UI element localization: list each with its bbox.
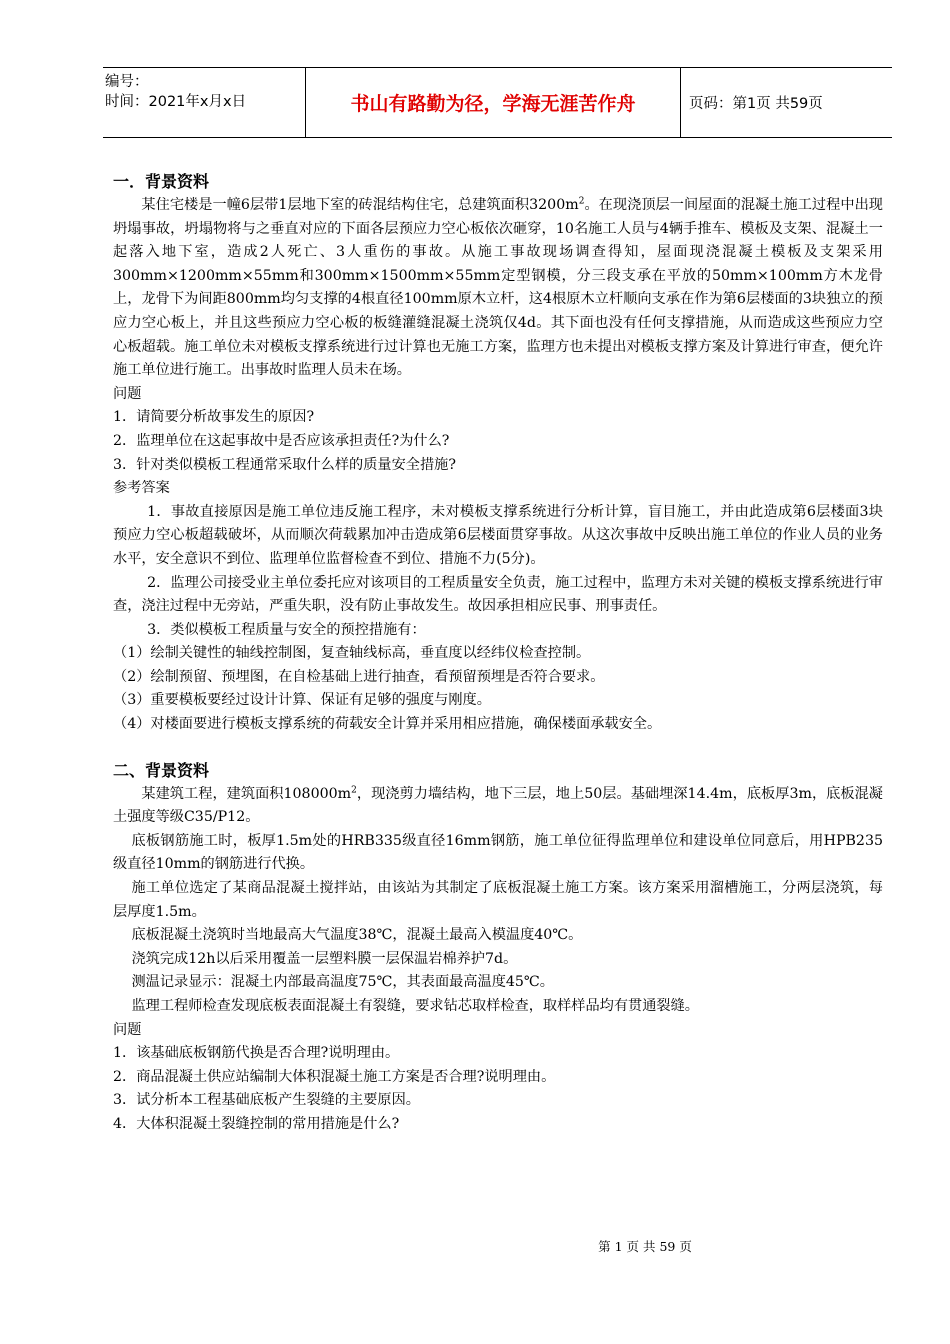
- section2-paragraph: 底板混凝土浇筑时当地最高大气温度38℃，混凝土最高入模温度40℃。: [131, 927, 583, 944]
- superscript: 2: [351, 784, 357, 795]
- document-body: [113, 170, 883, 1137]
- header-motto: 书山有路勤为径，学海无涯苦作舟: [306, 68, 681, 137]
- text-run: 。在现浇顶层一间屋面的混凝土施工过程中出现坍塌事故，坍塌物将与之垂直对应的下面各层预应力空心板依次砸穿，10名施工人员与4辆手推车、模板及支架、混凝土一起落入地下室，造成2人死亡、3人重伤的事故。从施工事故现场调查得知，屋面现浇混凝土模板及支架采用300mm×1200mm×55mm和300mm×1500mm×55mm定型钢模，分三段支承在平放的50mm×100mm方木龙骨上，龙骨下为间距800mm均匀支撑的4根直径100mm原木立杆，这4根原木立杆顺向支承在作为第6层楼面的3块独立的预应力空心板上，并且这些预应力空心板的板缝灌缝混凝土浇筑仅4d。其下面也没有任何支撑措施，从而造成这些预应力空心板超载。施工单位未对模板支撑系统进行过计算也无施工方案，监理方也未提出对模板支撑方案及计算进行审查，便允许施工单位进行施工。出事故时监理人员未在场。: [113, 197, 883, 379]
- section1-measure: （3）重要模板要经过设计计算、保证有足够的强度与刚度。: [113, 692, 491, 709]
- section1-measure: （4）对楼面要进行模板支撑系统的荷载安全计算并采用相应措施，确保楼面承载安全。: [113, 716, 662, 733]
- section1-measure: （2）绘制预留、预埋图，在自检基础上进行抽查，看预留预埋是否符合要求。: [113, 668, 605, 685]
- section-gap: [113, 737, 883, 759]
- superscript: 2: [578, 196, 585, 207]
- section2-title: 二、背景资料: [113, 760, 210, 780]
- section2-questions-label: 问题: [113, 1021, 142, 1038]
- section2-question: 2．商品混凝土供应站编制大体积混凝土施工方案是否合理?说明理由。: [113, 1068, 556, 1085]
- section1-answer: 1．事故直接原因是施工单位违反施工程序，未对模板支撑系统进行分析计算，盲目施工，并由此造成第6层楼面3块预应力空心板超载破坏，从而顺次荷载累加冲击造成第6层楼面贯穿事故。从这次事故中反映出施工单位的作业人员的业务水平，安全意识不到位、监理单位监督检查不到位、措施不力(5分)。: [113, 503, 883, 567]
- section1-answer: 3．类似模板工程质量与安全的预控措施有：: [147, 621, 426, 638]
- section1-question: 1．请简要分析故事发生的原因?: [113, 409, 315, 426]
- text-run: ，现浇剪力墙结构，地下三层，地上50层。基础埋深14.4m，底板厚3m，底板混凝土强度等级C35/P12。: [113, 785, 883, 826]
- section2-paragraph: 测温记录显示：混凝土内部最高温度75℃，其表面最高温度45℃。: [131, 974, 554, 991]
- section1-background: [113, 194, 883, 383]
- section1-questions-label: 问题: [113, 385, 142, 402]
- time-label: 时间：2021年x月x日: [105, 94, 247, 110]
- section1-title: 一．背景资料: [113, 172, 210, 191]
- text-run: 某建筑工程，建筑面积108000m: [141, 785, 352, 802]
- section2-question: 1．该基础底板钢筋代换是否合理?说明理由。: [113, 1045, 400, 1062]
- section2-question: 3．试分析本工程基础底板产生裂缝的主要原因。: [113, 1092, 420, 1109]
- section1-question: 2．监理单位在这起事故中是否应该承担责任?为什么?: [113, 432, 450, 449]
- page-footer: [0, 1237, 950, 1255]
- section1-question: 3．针对类似模板工程通常采取什么样的质量安全措施?: [113, 456, 456, 473]
- section2-paragraph: 施工单位选定了某商品混凝土搅拌站，由该站为其制定了底板混凝土施工方案。该方案采用溜槽施工，分两层浇筑，每层厚度1.5m。: [113, 880, 883, 920]
- document-header: [103, 67, 892, 138]
- header-meta: [103, 68, 306, 137]
- section2-paragraph: [113, 783, 883, 830]
- number-label: 编号：: [105, 74, 149, 90]
- text-run: 某住宅楼是一幢6层带1层地下室的砖混结构住宅，总建筑面积3200m: [141, 197, 579, 213]
- header-page-info: 页码：第1页 共59页: [689, 96, 823, 112]
- section1-answer: 2．监理公司接受业主单位委托应对该项目的工程质量安全负责，施工过程中，监理方未对关键的模板支撑系统进行审查，浇注过程中无旁站，严重失职，没有防止事故发生。故因承担相应民事、刑事责任。: [113, 574, 883, 615]
- section2-question: 4．大体积混凝土裂缝控制的常用措施是什么?: [113, 1115, 400, 1132]
- footer-page-number: 第 1 页 共 59 页: [598, 1239, 692, 1254]
- section2-paragraph: 底板钢筋施工时，板厚1.5m处的HRB335级直径16mm钢筋，施工单位征得监理单位和建设单位同意后，用HPB235级直径10mm的钢筋进行代换。: [113, 832, 883, 873]
- section1-measure: （1）绘制关键性的轴线控制图，复查轴线标高，垂直度以经纬仪检查控制。: [113, 645, 591, 662]
- section2-paragraph: 浇筑完成12h以后采用覆盖一层塑料膜一层保温岩棉养护7d。: [131, 950, 518, 967]
- section2-paragraph: 监理工程师检查发现底板表面混凝土有裂缝，要求钻芯取样检查，取样样品均有贯通裂缝。: [131, 998, 699, 1014]
- section1-answers-label: 参考答案: [113, 480, 170, 497]
